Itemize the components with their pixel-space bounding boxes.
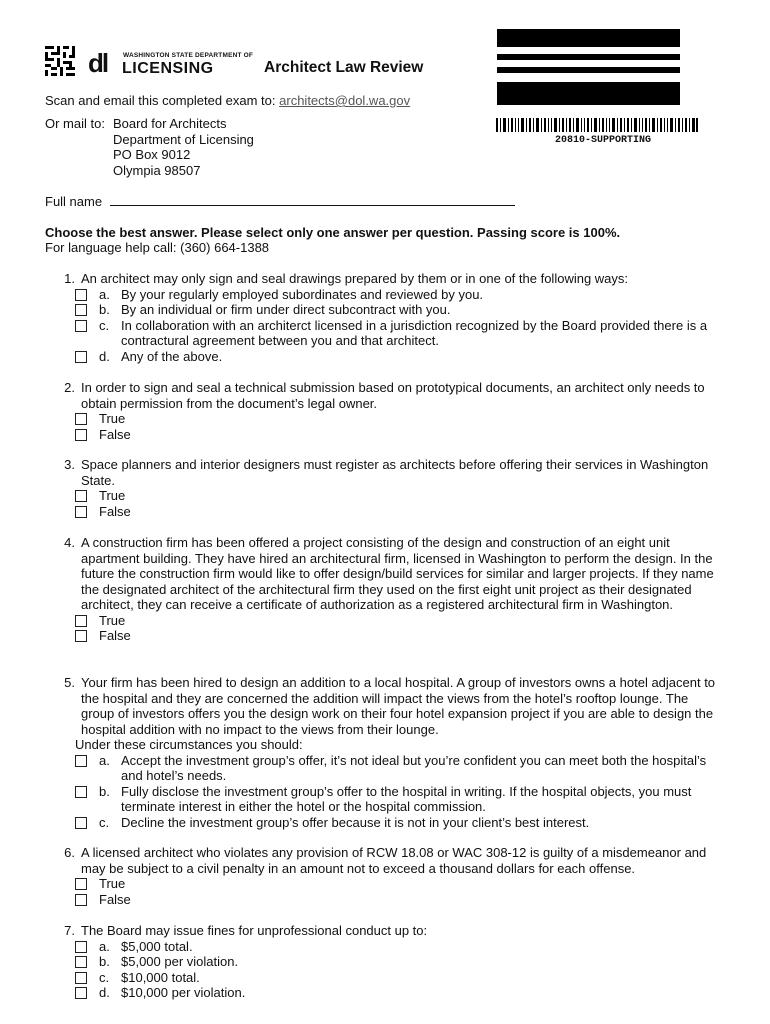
- option-c[interactable]: [75, 318, 725, 349]
- checkbox[interactable]: [75, 429, 87, 441]
- option-b[interactable]: [75, 302, 725, 318]
- option-letter: b.: [99, 954, 110, 969]
- option-a[interactable]: [75, 287, 725, 303]
- option-text: Decline the investment group’s offer because it is not in your client’s best interest.: [121, 814, 590, 830]
- question-number: 5.: [64, 675, 75, 690]
- option-false[interactable]: [75, 427, 725, 443]
- option-letter: a.: [99, 938, 110, 954]
- question-7: [45, 923, 725, 1001]
- checkbox[interactable]: [75, 941, 87, 953]
- option-text: By an individual or firm under direct subcontract with you.: [121, 302, 451, 317]
- option-true[interactable]: [75, 411, 725, 427]
- question-number: 4.: [64, 535, 75, 550]
- checkbox[interactable]: [75, 413, 87, 425]
- checkbox[interactable]: [75, 490, 87, 502]
- question-text: In order to sign and seal a technical submission based on prototypical documents, an architect only needs to obtain permission from the document’s legal owner.: [81, 380, 705, 411]
- logo-licensing-text: LICENSING: [122, 60, 214, 77]
- option-c[interactable]: [75, 970, 725, 986]
- option-letter: b.: [99, 302, 110, 317]
- option-a[interactable]: [75, 753, 725, 784]
- option-true[interactable]: [75, 613, 725, 629]
- checkbox[interactable]: [75, 615, 87, 627]
- option-c[interactable]: [75, 815, 725, 831]
- checkbox[interactable]: [75, 972, 87, 984]
- option-false[interactable]: [75, 892, 725, 908]
- barcode-text: 20810-SUPPORTING: [555, 135, 652, 146]
- scan-email-line: [45, 93, 410, 109]
- option-d[interactable]: [75, 985, 725, 1001]
- option-letter: a.: [99, 286, 110, 302]
- language-help-text: For language help call: (360) 664-1388: [45, 240, 270, 255]
- question-number: 7.: [64, 923, 75, 938]
- option-text: Any of the above.: [121, 348, 223, 364]
- option-true[interactable]: [75, 488, 725, 504]
- option-text: True: [99, 488, 126, 503]
- option-text: In collaboration with an architerct licensed in a jurisdiction recognized by the Board provided there is a contractural agreement between you and that architect.: [121, 317, 708, 348]
- option-true[interactable]: [75, 876, 725, 892]
- checkbox[interactable]: [75, 987, 87, 999]
- question-5: [45, 675, 725, 830]
- option-letter: d.: [99, 985, 110, 1000]
- barcode-icon: [496, 118, 698, 132]
- page-title: Architect Law Review: [264, 59, 424, 76]
- option-b[interactable]: [75, 784, 725, 815]
- option-text: $10,000 per violation.: [121, 985, 246, 1000]
- option-false[interactable]: [75, 628, 725, 644]
- option-text: True: [99, 876, 126, 891]
- mailing-address: [113, 116, 254, 178]
- question-1: [45, 271, 725, 364]
- redaction-bars: [497, 29, 680, 105]
- address-line: Olympia 98507: [113, 162, 201, 178]
- question-text: A licensed architect who violates any provision of RCW 18.08 or WAC 308-12 is guilty of a misdemeanor and may be subject to a civil penalty in an amount not to exceed a thousand dollars for each offense.: [81, 845, 707, 876]
- mail-prefix: Or mail to:: [45, 116, 105, 131]
- address-line: PO Box 9012: [113, 147, 191, 162]
- checkbox[interactable]: [75, 630, 87, 642]
- scan-prefix: Scan and email this completed exam to:: [45, 93, 276, 108]
- option-text: $5,000 per violation.: [121, 954, 239, 969]
- option-text: True: [99, 411, 126, 426]
- question-number: 3.: [64, 457, 75, 472]
- option-false[interactable]: [75, 504, 725, 520]
- question-3: [45, 457, 725, 519]
- question-number: 6.: [64, 845, 75, 860]
- full-name-label: Full name: [45, 194, 103, 209]
- checkbox[interactable]: [75, 817, 87, 829]
- option-text: $10,000 total.: [121, 969, 200, 985]
- option-letter: a.: [99, 752, 110, 768]
- option-letter: c.: [99, 814, 110, 830]
- question-2: [45, 380, 725, 442]
- question-number: 2.: [64, 380, 75, 395]
- option-text: True: [99, 612, 126, 628]
- question-text: Space planners and interior designers must register as architects before offering their services in Washington State.: [81, 457, 709, 488]
- option-text: $5,000 total.: [121, 938, 193, 954]
- question-4: [45, 535, 725, 644]
- question-text: Your firm has been hired to design an addition to a local hospital. A group of investors owns a hotel adjacent to the hospital and they are concerned the addition will impact the views from the hotel’s rooftop lounge. The group of investors offers you the design work on their four hotel expansion project if you are able to design the hospital addition with no impact to the views from their lounge.: [81, 675, 716, 737]
- logo-department-text: WASHINGTON STATE DEPARTMENT OF: [123, 52, 254, 59]
- option-b[interactable]: [75, 954, 725, 970]
- email-link[interactable]: architects@dol.wa.gov: [279, 93, 411, 108]
- option-text: Accept the investment group’s offer, it’s not ideal but you’re confident you can meet both the hospital’s and hotel’s needs.: [121, 752, 707, 783]
- checkbox[interactable]: [75, 289, 87, 301]
- question-text: The Board may issue fines for unprofessional conduct up to:: [81, 923, 428, 938]
- question-text: A construction firm has been offered a project consisting of the design and construction of an eight unit apartment building. They have hired an architectural firm, licensed in Washington to perform the design. In the future the construction firm would like to offer design/build services for similar and larger projects. If they name the designated architect of the architectural firm they used on the first eight unit project as their designated architect, they can receive a certificate of authorization as a registered architectural firm in Washington.: [81, 535, 714, 612]
- question-subtext: Under these circumstances you should:: [75, 737, 303, 752]
- option-letter: c.: [99, 317, 110, 333]
- licensing-logo-mark: dl: [88, 48, 108, 78]
- checkbox[interactable]: [75, 304, 87, 316]
- option-letter: b.: [99, 783, 110, 799]
- option-letter: c.: [99, 969, 110, 985]
- checkbox[interactable]: [75, 755, 87, 767]
- address-line: Department of Licensing: [113, 131, 254, 147]
- option-text: False: [99, 426, 131, 442]
- option-a[interactable]: [75, 939, 725, 955]
- checkbox[interactable]: [75, 878, 87, 890]
- option-d[interactable]: [75, 349, 725, 365]
- option-text: Fully disclose the investment group’s offer to the hospital in writing. If the hospital objects, you must terminate interest in either the hotel or the hospital commission.: [121, 783, 692, 814]
- option-text: False: [99, 628, 131, 643]
- checkbox[interactable]: [75, 506, 87, 518]
- address-line: Board for Architects: [113, 116, 227, 131]
- instructions-text: Choose the best answer. Please select only one answer per question. Passing score is 100%.: [45, 225, 621, 240]
- checkbox[interactable]: [75, 320, 87, 332]
- option-letter: d.: [99, 348, 110, 364]
- option-text: False: [99, 503, 131, 519]
- qr-code-icon: [45, 46, 75, 76]
- checkbox[interactable]: [75, 956, 87, 968]
- question-number: 1.: [64, 271, 75, 286]
- checkbox[interactable]: [75, 351, 87, 363]
- question-6: [45, 845, 725, 907]
- option-text: False: [99, 891, 131, 907]
- checkbox[interactable]: [75, 786, 87, 798]
- option-text: By your regularly employed subordinates and reviewed by you.: [121, 286, 484, 302]
- full-name-input[interactable]: [110, 205, 515, 206]
- checkbox[interactable]: [75, 894, 87, 906]
- question-text: An architect may only sign and seal drawings prepared by them or in one of the following ways:: [81, 271, 629, 286]
